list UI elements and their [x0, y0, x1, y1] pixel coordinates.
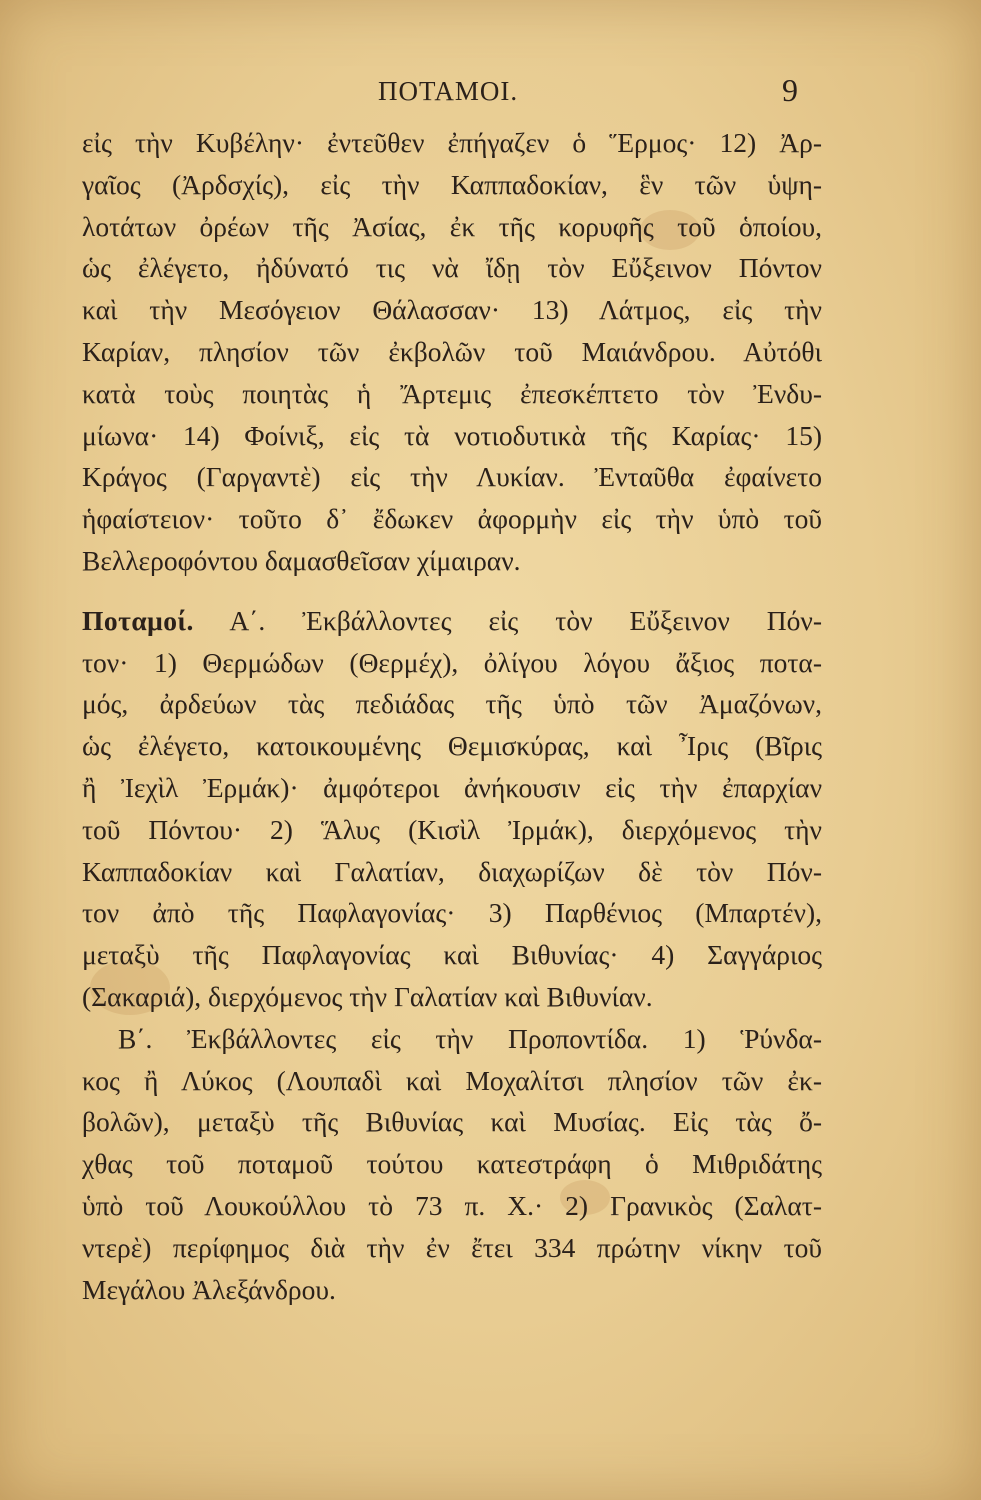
text-line: Βελλεροφόντου δαμασθεῖσαν χίμαιραν.	[82, 544, 521, 576]
text-line: Καππαδοκίαν καὶ Γαλατίαν, διαχωρίζων δὲ τὸν Πόν-	[82, 855, 822, 887]
text-line: βολῶν), μεταξὺ τῆς Βιθυνίας καὶ Μυσίας. Εἰς τὰς ὄ-	[82, 1106, 822, 1138]
text-line: (Σακαριά), διερχόμενος τὴν Γαλατίαν καὶ Βιθυνίαν.	[82, 980, 653, 1012]
text-line: Καρίαν, πλησίον τῶν ἐκβολῶν τοῦ Μαιάνδρου. Αὐτόθι	[82, 335, 822, 367]
text-line: τον ἀπὸ τῆς Παφλαγονίας· 3) Παρθένιος (Μπαρτέν),	[82, 897, 822, 929]
section-first-line	[82, 600, 822, 642]
text-line: λοτάτων ὀρέων τῆς Ἀσίας, ἐκ τῆς κορυφῆς τοῦ ὁποίου,	[82, 210, 822, 242]
running-header	[0, 72, 981, 112]
text-line: χθας τοῦ ποταμοῦ τούτου κατεστράφη ὁ Μιθριδάτης	[82, 1148, 822, 1180]
text-line: ὑπὸ τοῦ Λουκούλλου τὸ 73 π. Χ.· 2) Γρανικὸς (Σαλατ-	[82, 1189, 822, 1221]
paragraph-gap	[82, 582, 822, 600]
running-title: ΠΟΤΑΜΟΙ.	[378, 76, 519, 106]
text-line: Μεγάλου Ἀλεξάνδρου.	[82, 1273, 336, 1305]
text-line: εἰς τὴν Κυβέλην· ἐντεῦθεν ἐπήγαζεν ὁ Ἕρμος· 12) Ἀρ-	[82, 127, 822, 158]
text-line: τοῦ Πόντου· 2) Ἅλυς (Κισὶλ Ἰρμάκ), διερχόμενος τὴν	[82, 813, 822, 845]
text-line: ὡς ἐλέγετο, κατοικουμένης Θεμισκύρας, καὶ Ἶρις (Βῖρις	[82, 730, 822, 762]
text-line: Β΄. Ἐκβάλλοντες εἰς τὴν Προποντίδα. 1) Ῥύνδα-	[118, 1022, 822, 1054]
text-line: κος ἢ Λύκος (Λουπαδὶ καὶ Μοχαλίτσι πλησίον τῶν ἐκ-	[82, 1064, 822, 1096]
text-line: καὶ τὴν Μεσόγειον Θάλασσαν· 13) Λάτμος, εἰς τὴν	[82, 294, 822, 326]
text-line: ντερὲ) περίφημος διὰ τὴν ἐν ἔτει 334 πρώτην νίκην τοῦ	[82, 1231, 822, 1263]
section-first-line-text: Α΄. Ἐκβάλλοντες εἰς τὸν Εὔξεινον Πόν-	[193, 604, 822, 636]
text-line: γαῖος (Ἀρδσχίς), εἰς τὴν Καππαδοκίαν, ἓν τῶν ὑψη-	[82, 168, 822, 200]
text-line: ἡφαίστειον· τοῦτο δ᾿ ἔδωκεν ἀφορμὴν εἰς τὴν ὑπὸ τοῦ	[82, 503, 822, 535]
text-line: τον· 1) Θερμώδων (Θερμέχ), ὀλίγου λόγου ἄξιος ποτα-	[82, 646, 822, 678]
text-line: μίωνα· 14) Φοίνιξ, εἰς τὰ νοτιοδυτικὰ τῆς Καρίας· 15)	[82, 419, 822, 451]
section-heading: Ποταμοί.	[82, 604, 194, 636]
text-line: ὡς ἐλέγετο, ἠδύνατό τις νὰ ἴδῃ τὸν Εὔξεινον Πόντον	[82, 252, 822, 284]
text-line: μός, ἀρδεύων τὰς πεδιάδας τῆς ὑπὸ τῶν Ἀμαζόνων,	[82, 688, 822, 720]
text-line: κατὰ τοὺς ποιητὰς ἡ Ἄρτεμις ἐπεσκέπτετο τὸν Ἐνδυ-	[82, 377, 822, 409]
text-line: Κράγος (Γαργαντὲ) εἰς τὴν Λυκίαν. Ἐνταῦθα ἐφαίνετο	[82, 461, 822, 493]
text-line: μεταξὺ τῆς Παφλαγονίας καὶ Βιθυνίας· 4) Σαγγάριος	[82, 939, 822, 971]
body-text	[82, 122, 822, 1310]
text-line: ἢ Ἰεχὶλ Ἐρμάκ)· ἀμφότεροι ἀνήκουσιν εἰς τὴν ἐπαρχίαν	[82, 771, 822, 803]
page-number: 9	[782, 72, 798, 108]
